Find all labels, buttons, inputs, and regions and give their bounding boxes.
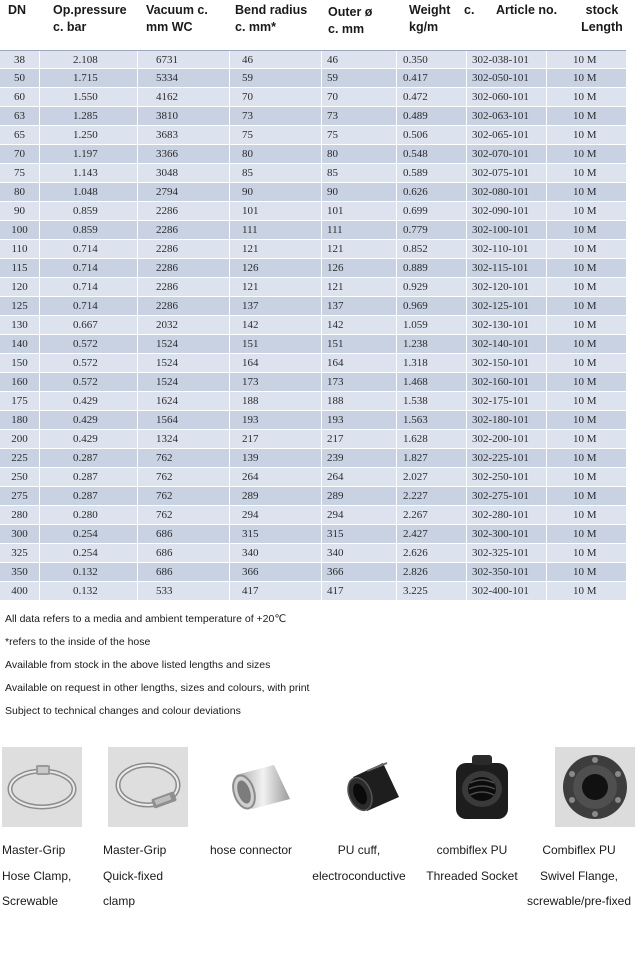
header-bend-radius: Bend radius c. mm* bbox=[235, 3, 308, 34]
table-cell: 302-150-101 bbox=[467, 354, 547, 372]
table-cell: 5334 bbox=[138, 69, 230, 87]
product-label-hose-clamp: Master-Grip Hose Clamp, Screwable bbox=[2, 843, 72, 908]
table-cell: 111 bbox=[230, 221, 322, 239]
table-row bbox=[0, 430, 626, 449]
table-cell: 10 M bbox=[573, 357, 597, 369]
table-cell: 1.827 bbox=[397, 449, 467, 467]
table-cell: 1524 bbox=[138, 335, 230, 353]
table-cell: 1.550 bbox=[40, 88, 138, 106]
table-cell: 90 bbox=[322, 183, 397, 201]
table-cell: 302-063-101 bbox=[467, 107, 547, 125]
table-cell: 0.714 bbox=[40, 297, 138, 315]
table-cell: 10 M bbox=[573, 319, 597, 331]
table-cell: 70 bbox=[230, 88, 322, 106]
table-cell: 0.859 bbox=[40, 221, 138, 239]
table-cell: 1.468 bbox=[397, 373, 467, 391]
table-cell: 1.048 bbox=[40, 183, 138, 201]
table-cell: 686 bbox=[138, 525, 230, 543]
table-cell: 121 bbox=[322, 240, 397, 258]
table-cell: 180 bbox=[0, 411, 40, 429]
note-line: *refers to the inside of the hose bbox=[5, 636, 151, 648]
table-cell: 533 bbox=[138, 582, 230, 600]
table-cell: 0.472 bbox=[397, 88, 467, 106]
table-cell: 400 bbox=[0, 582, 40, 600]
table-cell: 10 M bbox=[573, 585, 597, 597]
table-cell: 121 bbox=[230, 240, 322, 258]
table-cell: 10 M bbox=[573, 281, 597, 293]
table-cell: 2.027 bbox=[397, 468, 467, 486]
hose-connector-icon bbox=[222, 747, 302, 827]
table-cell: 302-090-101 bbox=[467, 202, 547, 220]
table-cell: 0.572 bbox=[40, 354, 138, 372]
table-cell: 366 bbox=[230, 563, 322, 581]
table-cell: 38 bbox=[0, 51, 40, 69]
note-line: Subject to technical changes and colour deviations bbox=[5, 705, 241, 717]
table-cell: 1.563 bbox=[397, 411, 467, 429]
table-cell: 80 bbox=[0, 183, 40, 201]
swivel-flange-icon bbox=[555, 747, 635, 827]
table-cell: 2.227 bbox=[397, 487, 467, 505]
table-cell: 302-225-101 bbox=[467, 449, 547, 467]
table-cell: 142 bbox=[322, 316, 397, 334]
table-cell: 302-038-101 bbox=[467, 51, 547, 69]
table-cell: 1.059 bbox=[397, 316, 467, 334]
table-cell: 275 bbox=[0, 487, 40, 505]
table-cell: 85 bbox=[322, 164, 397, 182]
note-line: Available from stock in the above listed lengths and sizes bbox=[5, 659, 271, 671]
table-cell: 0.287 bbox=[40, 487, 138, 505]
product-label-swivel-flange: Combiflex PU Swivel Flange, screwable/pre-fixed bbox=[526, 843, 632, 908]
table-cell: 302-180-101 bbox=[467, 411, 547, 429]
table-cell: 200 bbox=[0, 430, 40, 448]
hose-clamp-icon bbox=[2, 747, 82, 827]
table-cell: 3366 bbox=[138, 145, 230, 163]
table-cell: 0.429 bbox=[40, 392, 138, 410]
table-cell: 10 M bbox=[573, 54, 597, 66]
table-cell: 340 bbox=[230, 544, 322, 562]
table-cell: 1.318 bbox=[397, 354, 467, 372]
table-cell: 302-350-101 bbox=[467, 563, 547, 581]
table-cell: 115 bbox=[0, 259, 40, 277]
header-stock-length: stock Length bbox=[581, 3, 623, 34]
header-op-pressure: Op.pressure c. bar bbox=[53, 3, 127, 34]
table-cell: 294 bbox=[322, 506, 397, 524]
table-row bbox=[0, 506, 626, 525]
table-cell: 762 bbox=[138, 449, 230, 467]
table-cell: 10 M bbox=[573, 91, 597, 103]
table-cell: 0.429 bbox=[40, 430, 138, 448]
table-cell: 2286 bbox=[138, 221, 230, 239]
table-cell: 80 bbox=[230, 145, 322, 163]
table-cell: 0.417 bbox=[397, 69, 467, 87]
table-cell: 10 M bbox=[573, 167, 597, 179]
table-cell: 302-080-101 bbox=[467, 183, 547, 201]
table-cell: 80 bbox=[322, 145, 397, 163]
table-cell: 300 bbox=[0, 525, 40, 543]
table-cell: 10 M bbox=[573, 129, 597, 141]
table-cell: 217 bbox=[230, 430, 322, 448]
table-cell: 302-400-101 bbox=[467, 582, 547, 600]
table-cell: 75 bbox=[322, 126, 397, 144]
product-label-threaded-socket: combiflex PU Threaded Socket bbox=[426, 843, 518, 883]
table-row bbox=[0, 392, 626, 411]
table-cell: 1.250 bbox=[40, 126, 138, 144]
table-cell: 126 bbox=[230, 259, 322, 277]
table-cell: 0.572 bbox=[40, 335, 138, 353]
header-article-no: Article no. bbox=[496, 3, 558, 17]
table-cell: 10 M bbox=[573, 300, 597, 312]
table-cell: 302-200-101 bbox=[467, 430, 547, 448]
pu-cuff-icon bbox=[333, 747, 413, 827]
table-cell: 160 bbox=[0, 373, 40, 391]
table-row bbox=[0, 525, 626, 544]
table-cell: 46 bbox=[322, 51, 397, 69]
table-cell: 193 bbox=[230, 411, 322, 429]
table-cell: 762 bbox=[138, 468, 230, 486]
product-label-hose-connector: hose connector bbox=[210, 843, 293, 857]
table-row bbox=[0, 297, 626, 316]
table-cell: 0.699 bbox=[397, 202, 467, 220]
table-cell: 302-075-101 bbox=[467, 164, 547, 182]
table-cell: 289 bbox=[322, 487, 397, 505]
header-outer-diameter: Outer ø c. mm bbox=[328, 5, 373, 36]
table-cell: 90 bbox=[230, 183, 322, 201]
table-row bbox=[0, 373, 626, 392]
table-cell: 2286 bbox=[138, 202, 230, 220]
table-row bbox=[0, 316, 626, 335]
table-cell: 10 M bbox=[573, 414, 597, 426]
table-cell: 302-175-101 bbox=[467, 392, 547, 410]
table-cell: 302-100-101 bbox=[467, 221, 547, 239]
table-cell: 10 M bbox=[573, 186, 597, 198]
table-cell: 188 bbox=[322, 392, 397, 410]
table-header bbox=[0, 0, 644, 50]
table-cell: 10 M bbox=[573, 224, 597, 236]
hose-spec-table bbox=[0, 50, 626, 601]
table-cell: 686 bbox=[138, 563, 230, 581]
table-cell: 302-300-101 bbox=[467, 525, 547, 543]
table-cell: 121 bbox=[230, 278, 322, 296]
table-cell: 90 bbox=[0, 202, 40, 220]
table-row bbox=[0, 335, 626, 354]
table-cell: 0.572 bbox=[40, 373, 138, 391]
table-cell: 1.143 bbox=[40, 164, 138, 182]
table-cell: 0.506 bbox=[397, 126, 467, 144]
table-cell: 225 bbox=[0, 449, 40, 467]
table-cell: 302-325-101 bbox=[467, 544, 547, 562]
table-cell: 0.132 bbox=[40, 563, 138, 581]
table-cell: 75 bbox=[230, 126, 322, 144]
table-cell: 325 bbox=[0, 544, 40, 562]
table-cell: 762 bbox=[138, 487, 230, 505]
table-cell: 0.280 bbox=[40, 506, 138, 524]
table-cell: 3810 bbox=[138, 107, 230, 125]
table-cell: 85 bbox=[230, 164, 322, 182]
table-row bbox=[0, 145, 626, 164]
table-row bbox=[0, 183, 626, 202]
table-cell: 2.267 bbox=[397, 506, 467, 524]
table-cell: 0.254 bbox=[40, 525, 138, 543]
table-cell: 1.628 bbox=[397, 430, 467, 448]
table-row bbox=[0, 221, 626, 240]
table-cell: 1.715 bbox=[40, 69, 138, 87]
table-cell: 302-120-101 bbox=[467, 278, 547, 296]
table-cell: 10 M bbox=[573, 471, 597, 483]
table-cell: 302-250-101 bbox=[467, 468, 547, 486]
table-cell: 302-110-101 bbox=[467, 240, 547, 258]
table-row bbox=[0, 259, 626, 278]
table-cell: 302-060-101 bbox=[467, 88, 547, 106]
table-cell: 1.538 bbox=[397, 392, 467, 410]
table-cell: 10 M bbox=[573, 376, 597, 388]
table-cell: 10 M bbox=[573, 509, 597, 521]
table-cell: 73 bbox=[230, 107, 322, 125]
table-cell: 264 bbox=[322, 468, 397, 486]
table-cell: 2286 bbox=[138, 297, 230, 315]
table-cell: 280 bbox=[0, 506, 40, 524]
table-cell: 10 M bbox=[573, 395, 597, 407]
table-cell: 164 bbox=[322, 354, 397, 372]
table-row bbox=[0, 544, 626, 563]
table-cell: 10 M bbox=[573, 72, 597, 84]
table-cell: 6731 bbox=[138, 51, 230, 69]
table-cell: 302-070-101 bbox=[467, 145, 547, 163]
table-cell: 10 M bbox=[573, 547, 597, 559]
table-cell: 70 bbox=[0, 145, 40, 163]
table-row bbox=[0, 582, 626, 601]
table-row bbox=[0, 107, 626, 126]
threaded-socket-icon bbox=[442, 747, 522, 827]
table-cell: 120 bbox=[0, 278, 40, 296]
table-cell: 10 M bbox=[573, 338, 597, 350]
table-cell: 0.779 bbox=[397, 221, 467, 239]
table-row bbox=[0, 50, 626, 69]
table-cell: 10 M bbox=[573, 205, 597, 217]
table-cell: 126 bbox=[322, 259, 397, 277]
table-cell: 1324 bbox=[138, 430, 230, 448]
table-cell: 151 bbox=[230, 335, 322, 353]
table-cell: 100 bbox=[0, 221, 40, 239]
table-cell: 63 bbox=[0, 107, 40, 125]
header-vacuum: Vacuum c. mm WC bbox=[146, 3, 208, 34]
table-cell: 0.889 bbox=[397, 259, 467, 277]
table-cell: 302-130-101 bbox=[467, 316, 547, 334]
table-cell: 0.714 bbox=[40, 259, 138, 277]
table-cell: 0.626 bbox=[397, 183, 467, 201]
table-row bbox=[0, 126, 626, 145]
table-cell: 193 bbox=[322, 411, 397, 429]
table-cell: 10 M bbox=[573, 566, 597, 578]
table-cell: 0.859 bbox=[40, 202, 138, 220]
table-cell: 2032 bbox=[138, 316, 230, 334]
table-cell: 0.350 bbox=[397, 51, 467, 69]
table-cell: 2.626 bbox=[397, 544, 467, 562]
table-cell: 59 bbox=[322, 69, 397, 87]
table-row bbox=[0, 563, 626, 582]
table-cell: 289 bbox=[230, 487, 322, 505]
table-cell: 762 bbox=[138, 506, 230, 524]
table-cell: 2.108 bbox=[40, 51, 138, 69]
table-cell: 101 bbox=[322, 202, 397, 220]
table-cell: 417 bbox=[322, 582, 397, 600]
product-label-quick-fixed-clamp: Master-Grip Quick-fixed clamp bbox=[103, 843, 167, 908]
table-cell: 110 bbox=[0, 240, 40, 258]
table-cell: 10 M bbox=[573, 490, 597, 502]
table-cell: 151 bbox=[322, 335, 397, 353]
table-cell: 0.589 bbox=[397, 164, 467, 182]
table-cell: 101 bbox=[230, 202, 322, 220]
table-row bbox=[0, 202, 626, 221]
table-cell: 175 bbox=[0, 392, 40, 410]
header-dn: DN bbox=[8, 3, 27, 17]
table-cell: 302-140-101 bbox=[467, 335, 547, 353]
table-row bbox=[0, 354, 626, 373]
table-cell: 10 M bbox=[573, 243, 597, 255]
table-cell: 302-280-101 bbox=[467, 506, 547, 524]
table-cell: 0.132 bbox=[40, 582, 138, 600]
table-cell: 140 bbox=[0, 335, 40, 353]
header-approx: c. bbox=[464, 3, 475, 17]
table-cell: 10 M bbox=[573, 528, 597, 540]
table-cell: 350 bbox=[0, 563, 40, 581]
table-cell: 137 bbox=[322, 297, 397, 315]
table-cell: 70 bbox=[322, 88, 397, 106]
table-cell: 302-125-101 bbox=[467, 297, 547, 315]
table-row bbox=[0, 487, 626, 506]
header-weight: Weight kg/m bbox=[409, 3, 451, 34]
table-cell: 137 bbox=[230, 297, 322, 315]
product-label-pu-cuff: PU cuff, electroconductive bbox=[312, 843, 406, 883]
table-row bbox=[0, 411, 626, 430]
table-cell: 3048 bbox=[138, 164, 230, 182]
table-row bbox=[0, 69, 626, 88]
table-cell: 150 bbox=[0, 354, 40, 372]
note-line: All data refers to a media and ambient temperature of +20℃ bbox=[5, 613, 287, 625]
table-cell: 2286 bbox=[138, 259, 230, 277]
table-cell: 239 bbox=[322, 449, 397, 467]
table-cell: 1564 bbox=[138, 411, 230, 429]
notes bbox=[5, 608, 309, 723]
table-row bbox=[0, 468, 626, 487]
table-cell: 0.929 bbox=[397, 278, 467, 296]
table-cell: 417 bbox=[230, 582, 322, 600]
table-cell: 10 M bbox=[573, 433, 597, 445]
table-cell: 111 bbox=[322, 221, 397, 239]
table-cell: 164 bbox=[230, 354, 322, 372]
table-cell: 366 bbox=[322, 563, 397, 581]
table-cell: 173 bbox=[230, 373, 322, 391]
table-cell: 0.969 bbox=[397, 297, 467, 315]
table-cell: 1.238 bbox=[397, 335, 467, 353]
table-cell: 302-160-101 bbox=[467, 373, 547, 391]
table-cell: 1524 bbox=[138, 373, 230, 391]
table-cell: 0.254 bbox=[40, 544, 138, 562]
table-cell: 2286 bbox=[138, 240, 230, 258]
table-cell: 173 bbox=[322, 373, 397, 391]
table-cell: 340 bbox=[322, 544, 397, 562]
table-cell: 0.287 bbox=[40, 468, 138, 486]
table-cell: 142 bbox=[230, 316, 322, 334]
table-row bbox=[0, 164, 626, 183]
table-cell: 0.714 bbox=[40, 278, 138, 296]
table-cell: 3.225 bbox=[397, 582, 467, 600]
table-cell: 46 bbox=[230, 51, 322, 69]
table-cell: 121 bbox=[322, 278, 397, 296]
table-cell: 0.714 bbox=[40, 240, 138, 258]
table-cell: 302-115-101 bbox=[467, 259, 547, 277]
table-cell: 73 bbox=[322, 107, 397, 125]
table-cell: 2286 bbox=[138, 278, 230, 296]
table-cell: 2794 bbox=[138, 183, 230, 201]
table-cell: 250 bbox=[0, 468, 40, 486]
table-cell: 188 bbox=[230, 392, 322, 410]
table-cell: 1524 bbox=[138, 354, 230, 372]
quick-fixed-clamp-icon bbox=[108, 747, 188, 827]
table-cell: 4162 bbox=[138, 88, 230, 106]
table-cell: 315 bbox=[322, 525, 397, 543]
table-cell: 302-275-101 bbox=[467, 487, 547, 505]
table-cell: 60 bbox=[0, 88, 40, 106]
table-cell: 0.489 bbox=[397, 107, 467, 125]
table-cell: 264 bbox=[230, 468, 322, 486]
table-cell: 1.285 bbox=[40, 107, 138, 125]
table-cell: 130 bbox=[0, 316, 40, 334]
table-cell: 315 bbox=[230, 525, 322, 543]
table-cell: 125 bbox=[0, 297, 40, 315]
table-cell: 65 bbox=[0, 126, 40, 144]
table-cell: 1624 bbox=[138, 392, 230, 410]
table-cell: 10 M bbox=[573, 262, 597, 274]
table-cell: 50 bbox=[0, 69, 40, 87]
table-cell: 0.287 bbox=[40, 449, 138, 467]
table-cell: 75 bbox=[0, 164, 40, 182]
table-cell: 0.429 bbox=[40, 411, 138, 429]
table-cell: 686 bbox=[138, 544, 230, 562]
table-row bbox=[0, 88, 626, 107]
table-cell: 302-065-101 bbox=[467, 126, 547, 144]
table-row bbox=[0, 449, 626, 468]
table-cell: 3683 bbox=[138, 126, 230, 144]
table-row bbox=[0, 278, 626, 297]
table-cell: 0.548 bbox=[397, 145, 467, 163]
table-cell: 0.667 bbox=[40, 316, 138, 334]
table-cell: 217 bbox=[322, 430, 397, 448]
table-cell: 2.826 bbox=[397, 563, 467, 581]
note-line: Available on request in other lengths, sizes and colours, with print bbox=[5, 682, 310, 694]
table-cell: 139 bbox=[230, 449, 322, 467]
table-row bbox=[0, 240, 626, 259]
table-cell: 2.427 bbox=[397, 525, 467, 543]
table-cell: 0.852 bbox=[397, 240, 467, 258]
table-cell: 10 M bbox=[573, 148, 597, 160]
table-cell: 10 M bbox=[573, 452, 597, 464]
table-cell: 294 bbox=[230, 506, 322, 524]
table-cell: 1.197 bbox=[40, 145, 138, 163]
table-cell: 10 M bbox=[573, 110, 597, 122]
table-cell: 59 bbox=[230, 69, 322, 87]
table-cell: 302-050-101 bbox=[467, 69, 547, 87]
